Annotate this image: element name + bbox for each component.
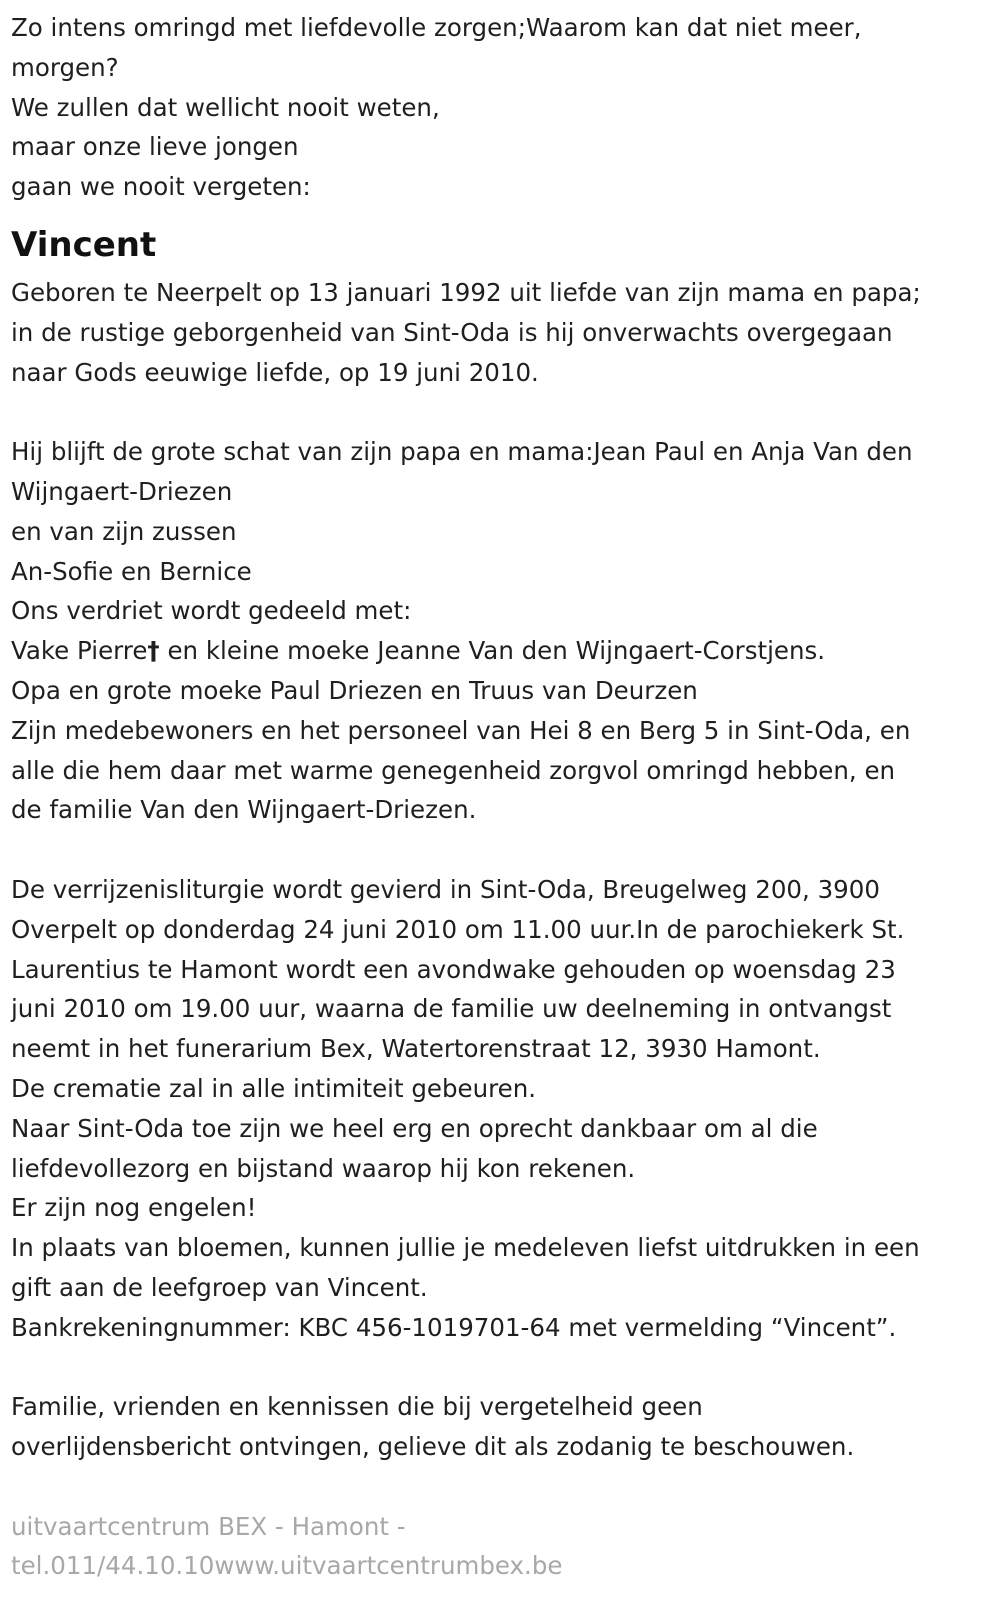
- grandfather-name: Vake Pierre: [11, 636, 148, 666]
- ceremony-line: Naar Sint-Oda toe zijn we heel erg en oprecht dankbaar om al die: [11, 1113, 818, 1143]
- ceremony-line: Er zijn nog engelen!: [11, 1193, 257, 1223]
- spacer: [11, 1348, 990, 1388]
- ceremony-line: In plaats van bloemen, kunnen jullie je medeleven liefst uitdrukken in een: [11, 1233, 920, 1263]
- family-line: An-Sofie en Bernice: [11, 556, 252, 586]
- birth-death-line: naar Gods eeuwige liefde, op 19 juni 2010.: [11, 357, 539, 387]
- poem-line: maar onze lieve jongen: [11, 132, 299, 162]
- family-line: Hij blijft de grote schat van zijn papa en mama:Jean Paul en Anja Van den: [11, 437, 913, 467]
- spacer: [11, 830, 990, 870]
- ceremony-line: Overpelt op donderdag 24 juni 2010 om 11.00 uur.In de parochiekerk St.: [11, 914, 905, 944]
- birth-death-line: in de rustige geborgenheid van Sint-Oda is hij onverwachts overgegaan: [11, 317, 893, 347]
- poem-block: [11, 8, 990, 207]
- poem-line: Zo intens omringd met liefdevolle zorgen;Waarom kan dat niet meer,: [11, 13, 862, 42]
- deceased-name-heading: Vincent: [11, 224, 157, 265]
- family-line: [11, 631, 990, 671]
- family-line: Zijn medebewoners en het personeel van Hei 8 en Berg 5 in Sint-Oda, en: [11, 715, 911, 745]
- family-block: [11, 432, 990, 830]
- family-line: Opa en grote moeke Paul Driezen en Truus van Deurzen: [11, 675, 698, 705]
- spacer: [11, 392, 990, 432]
- cross-icon: †: [147, 636, 160, 666]
- poem-line: We zullen dat wellicht nooit weten,: [11, 92, 440, 122]
- footer-funeral-home: uitvaartcentrum BEX - Hamont -: [11, 1511, 406, 1541]
- ceremony-line: liefdevollezorg en bijstand waarop hij kon rekenen.: [11, 1153, 636, 1183]
- notice-line: overlijdensbericht ontvingen, gelieve dit als zodanig te beschouwen.: [11, 1432, 855, 1462]
- family-line: alle die hem daar met warme genegenheid zorgvol omringd hebben, en: [11, 755, 896, 785]
- family-line: en van zijn zussen: [11, 516, 237, 546]
- bank-account-line: Bankrekeningnummer: KBC 456-1019701-64 met vermelding “Vincent”.: [11, 1312, 897, 1342]
- notice-block: [11, 1387, 990, 1467]
- ceremony-line: Laurentius te Hamont wordt een avondwake gehouden op woensdag 23: [11, 954, 896, 984]
- family-line: Wijngaert-Driezen: [11, 476, 233, 506]
- footer-contact: tel.011/44.10.10www.uitvaartcentrumbex.be: [11, 1551, 563, 1581]
- ceremony-line: juni 2010 om 19.00 uur, waarna de familie uw deelneming in ontvangst: [11, 994, 892, 1024]
- ceremony-block: [11, 870, 990, 1348]
- grandmother-text: en kleine moeke Jeanne Van den Wijngaert-Corstjens.: [159, 636, 826, 666]
- family-line: Ons verdriet wordt gedeeld met:: [11, 596, 412, 626]
- ceremony-line: gift aan de leefgroep van Vincent.: [11, 1272, 428, 1302]
- spacer: [11, 1467, 990, 1507]
- notice-line: Familie, vrienden en kennissen die bij vergetelheid geen: [11, 1392, 703, 1422]
- birth-death-block: [11, 273, 990, 392]
- footer: [11, 1507, 990, 1587]
- poem-line: gaan we nooit vergeten:: [11, 172, 311, 202]
- ceremony-line: De crematie zal in alle intimiteit gebeuren.: [11, 1073, 537, 1103]
- family-line: de familie Van den Wijngaert-Driezen.: [11, 795, 477, 825]
- poem-line: morgen?: [11, 52, 119, 82]
- ceremony-line: De verrijzenisliturgie wordt gevierd in Sint-Oda, Breugelweg 200, 3900: [11, 874, 880, 904]
- ceremony-line: neemt in het funerarium Bex, Watertorenstraat 12, 3930 Hamont.: [11, 1034, 821, 1064]
- birth-death-line: Geboren te Neerpelt op 13 januari 1992 uit liefde van zijn mama en papa;: [11, 277, 921, 307]
